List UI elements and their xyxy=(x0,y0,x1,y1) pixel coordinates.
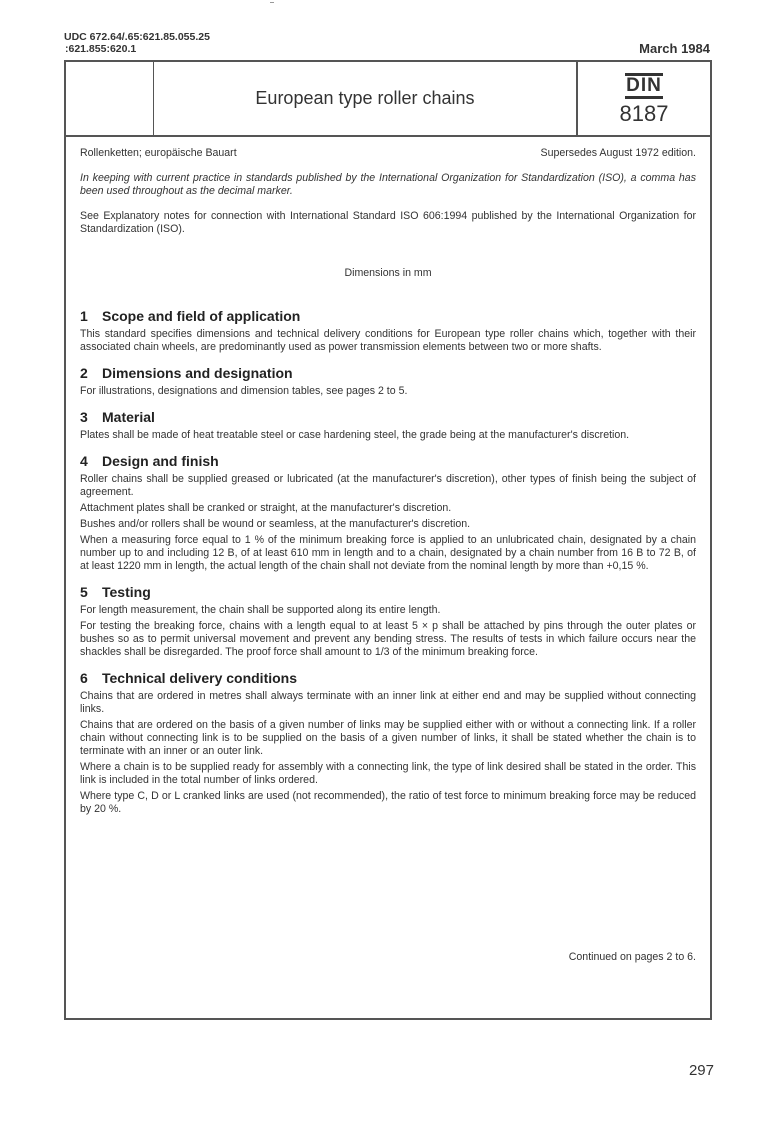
section-scope xyxy=(80,310,696,354)
document-title: European type roller chains xyxy=(255,88,475,108)
section-dimensions xyxy=(80,367,696,398)
section-heading: 5 Testing xyxy=(80,584,151,600)
paragraph: For illustrations, designations and dimension tables, see pages 2 to 5. xyxy=(80,385,408,397)
iso-note: In keeping with current practice in standards published by the International Organization for Standardization (ISO), a comma has been used throughout as the decimal marker. xyxy=(80,172,696,197)
paragraph: Where type C, D or L cranked links are used (not recommended), the ratio of test force to minimum breaking force may be reduced by 20 %. xyxy=(80,790,696,815)
paragraph: Plates shall be made of heat treatable steel or case hardening steel, the grade being at the manufacturer's discretion. xyxy=(80,429,630,441)
paragraph: Chains that are ordered on the basis of a given number of links may be supplied either with or without a connecting link. If a roller chain without connecting link is to be supplied on the basis of a given number of links, it shall be stated whether the chain is to terminate with an inner or an outer link. xyxy=(80,719,696,757)
din-number: 8187 xyxy=(619,101,669,126)
section-heading: 2 Dimensions and designation xyxy=(80,365,293,381)
udc-line-2: :621.855:620.1 xyxy=(65,43,137,55)
paragraph: Roller chains shall be supplied greased or lubricated (at the manufacturer's discretion), other types of finish being the subject of agreement. xyxy=(80,473,696,498)
din-mark: DIN xyxy=(625,73,663,99)
udc-line-1: UDC 672.64/.65:621.85.055.25 xyxy=(64,31,210,43)
section-heading: 1 Scope and field of application xyxy=(80,308,301,324)
section-delivery xyxy=(80,672,696,816)
paragraph: When a measuring force equal to 1 % of the minimum breaking force is applied to an unlubricated chain, designated by a chain number up to and including 12 B, of at least 610 mm in length and to a chain, designated by a chain number from 16 B to 72 B, of at least 1220 mm in length, the actual length of the chain shall not deviate from the nominal length by more than +0,15 %. xyxy=(80,534,696,572)
section-testing xyxy=(80,586,696,659)
paragraph: This standard specifies dimensions and technical delivery conditions for European type roller chains which, together with their associated chain wheels, are predominantly used as power transmission elements between two or more shafts. xyxy=(80,328,696,353)
continued-note: Continued on pages 2 to 6. xyxy=(568,951,696,963)
udc-code xyxy=(64,31,210,55)
din-logo xyxy=(578,73,710,127)
section-heading: 6 Technical delivery conditions xyxy=(80,670,298,686)
german-title: Rollenketten; europäische Bauart xyxy=(80,147,237,159)
paragraph: Chains that are ordered in metres shall always terminate with an inner link at either end and may be supplied without connecting links. xyxy=(80,690,696,715)
paragraph: Attachment plates shall be cranked or straight, at the manufacturer's discretion. xyxy=(80,502,452,514)
scan-mark xyxy=(270,2,274,3)
document-frame xyxy=(64,60,712,1020)
title-block xyxy=(66,62,710,137)
section-heading: 4 Design and finish xyxy=(80,453,219,469)
supersedes-note: Supersedes August 1972 edition. xyxy=(540,147,696,159)
paragraph: Bushes and/or rollers shall be wound or seamless, at the manufacturer's discretion. xyxy=(80,518,471,530)
dimensions-note: Dimensions in mm xyxy=(344,267,432,279)
publication-date: March 1984 xyxy=(639,41,710,56)
page-number: 297 xyxy=(688,1062,714,1079)
paragraph: For length measurement, the chain shall be supported along its entire length. xyxy=(80,604,441,616)
paragraph: For testing the breaking force, chains with a length equal to at least 5 × p shall be attached by pins through the outer plates or bushes so as to permit universal movement and prevent any bending stress. The results of tests in which failure occurs near the shackles shall be disregarded. The proof force shall amount to 1/3 of the minimum breaking force. xyxy=(80,620,696,658)
explanatory-note: See Explanatory notes for connection with International Standard ISO 606:1994 published by the International Organization for Standardization (ISO). xyxy=(80,210,696,235)
section-heading: 3 Material xyxy=(80,409,155,425)
section-material xyxy=(80,411,696,442)
section-design xyxy=(80,455,696,573)
paragraph: Where a chain is to be supplied ready for assembly with a connecting link, the type of link desired shall be stated in the order. This link is included in the total number of links ordered. xyxy=(80,761,696,786)
document-body xyxy=(80,147,696,816)
